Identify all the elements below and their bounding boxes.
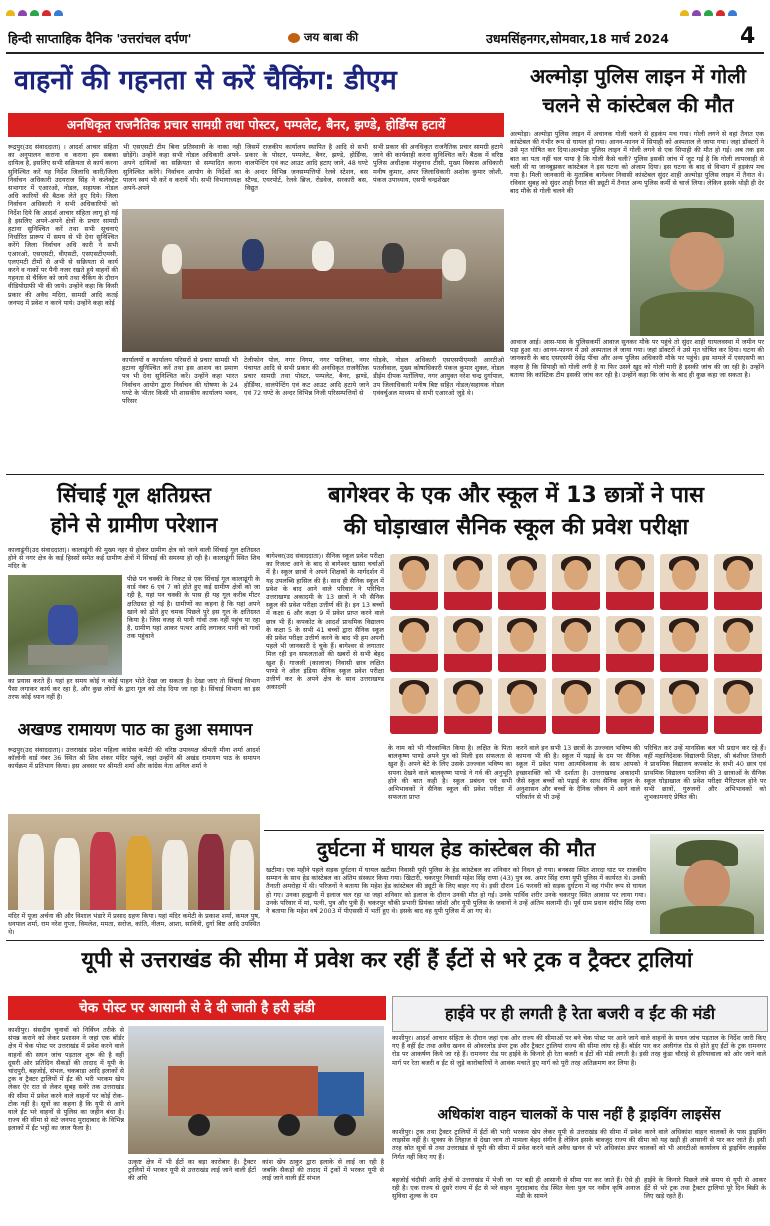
story5-headline-line1: बागेश्वर के एक और स्कूल में 13 छात्रों ने पास bbox=[327, 483, 704, 508]
student-photo bbox=[390, 616, 438, 672]
masthead-slogan bbox=[288, 30, 398, 48]
student-photo bbox=[660, 554, 708, 610]
story3-headline bbox=[10, 480, 258, 542]
story7-right-body2: काशीपुर। ट्रक तथा ट्रैक्टर ट्रालियों में ईंटों की भारी भरकम खेप लेकर यूपी से उत्तराखंड की सीमा में प्रवेश करने वाले अधिकांश वाहन चालकों के पास ड्राइविंग लाइसेंस नहीं है। सूत्रका के लिहाज से देखा जाय तो मामला बेहद संगीन है लेकिन इसके बावजूद राज्य की सीमा को यह खड़ी ही आसानी से पार कर जाते हैं। इसी तरह स्रोत सूत्रों से तथा उत्तराखंड से यूपी की सीमा में प्रवेश करने वाले अवैध खनन से भरे अधिकांश डंपर चालकों को भी आरटीओ कार्यालय से ड्राइविंग लाइसेंस निर्गत नहीं किए गए हैं। bbox=[392, 1128, 766, 1161]
section-rule-1 bbox=[6, 474, 764, 475]
story1-bottom3: घोड़के, नोडल अधिकारी एसएसपीएमसी आरटीओ पतलीवाल, मुख्य कोषाधिकारी पंकज कुमार शुक्ल, नोडल डीईम दीपक मर्तोलिया, नगर आयुक्त नरेश चन्द्र दुर्गापाल, उप जिलाधिकारी मनीष बिष्ट सहित नोडल/सहायक नोडल एवंवर्चुअल माध्यम से सभी एआरओ जुड़े थे। bbox=[373, 356, 504, 397]
story4-body: रूद्रपुर(उद संवाददाता)। उत्तराखंड प्रदेश महिला कांग्रेस कमेटी की वरिष्ठ उपाध्यक्ष श्रीमती मीना शर्मा आदर्श कॉलोनी वार्ड नंबर 36 स्थित श्री शिव शंकर मंदिर पहुंचे, जहां उन्होंने श्री अखंड रामायण पाठ के समापन कार्यक्रम में प्रतिभाग किया। इस अवसर पर श्रीमती शर्मा और कांग्रेस नेता अनिल शर्मा ने bbox=[8, 746, 260, 771]
story5-col2: के नाम को भी गौरवान्वित किया है। लक्षित के पिता बालकृष्ण पाण्डे अपने पुत्र को मिली इस सफलता से खुश हैं। अपने बेटे के लिए उसके उज्ज्वल भविष्य का सपना देखने वाले बालकृष्ण पाण्डे ने गर्व की अनुभूति होने की बात कही है। स्कूल प्रबंधन एवं सभी अभिभावकों ने सैनिक स्कूल की प्रवेश परीक्षा में सफलता प्राप्त bbox=[388, 744, 512, 802]
story5-col1: बागेश्वर(उद संवाददाता)। सैनिक स्कूल प्रवेश परीक्षा का रिजल्ट आने के बाद से बागेश्वर खासा चर्चाओं में है। स्कूल छात्रों ने अपने शिक्षकों के मार्गदर्शन में यह उपलब्धि हासिल की है। साथ ही सैनिक स्कूल में प्रवेश के बाद आने वाले परिवार ने परिचित उत्तराखण्ड अकादमी के 13 छात्रों ने भी सैनिक स्कूल की प्रवेश परीक्षा उत्तीर्ण की है। इन 13 बच्चों में कक्षा 6 और कक्षा 9 में प्रवेश प्राप्त करने वाले छात्र भी हैं। कपकोट के आदर्श प्राथमिक विद्यालय के कक्षा 5 के सभी 41 बच्चों द्वारा सैनिक स्कूल की प्रवेश परीक्षा उत्तीर्ण करने के बाद भी हम अपनी पहले भी जानकारी दे चुके हैं। बागेश्वर से लगातार मिल रही इन सफलताओं की खबरों से सभी बेहद खुश हैं। गाजली (कालाज) निवासी छात्र लक्षित पाण्डे ने ऑल इंडिया सैनिक स्कूल प्रवेश परीक्षा उत्तीर्ण कर के अपने क्षेत्र के साथ उत्तराखण्ड अकादमी bbox=[266, 552, 384, 692]
student-photo bbox=[606, 554, 654, 610]
student-photo bbox=[498, 616, 546, 672]
student-photo bbox=[390, 554, 438, 610]
story2-col-a bbox=[510, 130, 764, 198]
story1-col1: रूद्रपुर(उद संवाददाता) । आदर्श आचार संहिता का अनुपालन कराना व कराना हम सबका दायित्व है, इसलिए सभी सक्रियता से कार्य करना सुनिश्चित करें यह निर्देश जिलाधि कारी/जिला निर्वाचन अधिकारी उदयराज सिंह ने कलेक्ट्रेट सभागार में एआरओ, नोडल, सहायक नोडल अधि कारियों की बैठक लेते हुए दिये। जिला निर्वाचन अधिकारी ने सभी अधिकारियों को निर्देश दिये कि आदर्श आचार संहिता लागू हो गई है इसलिए अपने-अपने क्षेत्रों के प्रचार सामग्री हटाना सुनिश्चित करें तथा सभी सूचनाएं निर्धारित प्रारूप में समय से भी देना सुनिश्चित करेंगे जिला निर्वाचन अधि कारी ने सभी एआरओ, एसएसटी, वीएसटी, एसएसटीएमसी, एलएमटी टीमों से अभी से सक्रियता से कार्य करने व नाकों पर पैनी नजर रखते हुये वाहनों की गहनता से चैकिंग को जाये तथा चैकिंग के दौरान वीडियोग्राफी भी की जाये। उन्होंने कहा कि किसी प्रकार की अवैध मदिरा, सामग्री आदि कतई जनपद में प्रवेश न करने पाये। उन्होंने कहा कोई bbox=[8, 143, 118, 307]
story3-top: कालाढूंगी(उद संवाददाता)। कालाढूंगी की मुख्य नहर से होकर ग्रामीण क्षेत्र को जाने वाली सिंचाई गूल क्षतिग्रस्त होने से नगर क्षेत्र के कई हिस्सों समेत कई ग्रामीण क्षेत्रों में सिंचाई की समस्या हो रही है। कालाढूंगी स्थित शिव मंदिर के bbox=[8, 546, 260, 571]
story5-headline-line2: की घोड़ाखाल सैनिक स्कूल की प्रवेश परीक्षा bbox=[343, 515, 689, 540]
student-photo bbox=[714, 554, 762, 610]
story7-right-bottom1: बहजोई चंदौसी आदि क्षेत्रों से उत्तराखंड में भेजी जा रही है। एक राज्य से दूसरे राज्य में ईंट से भरे वाहन सुविधा शुल्क के दम bbox=[392, 1176, 512, 1201]
masthead-slogan-text: जय बाबा की bbox=[304, 30, 359, 44]
story7-right-subhead: हाईवे पर ही लगती है रेता बजरी व ईंट की मंडी bbox=[392, 996, 768, 1032]
story3-headline-line2: होने से ग्रामीण परेशान bbox=[50, 513, 218, 537]
story1-col2: भी एसएसटी टीम बिना प्रतिस्थानी के नाका नही छोड़ेंगे। उन्होंने कहा सभी नोडल अधिकारी अपने-अपने दायित्वों का सक्रियता से सम्पादित करना सुनिश्चित करेंगे। निर्वाचन आयोग के निर्देशों का पालन स्वयं भी करें व करायें भी। सभी विभागाध्यक्ष अपने-अपने bbox=[123, 143, 241, 193]
story7-right-top: काशीपुर। आदर्श आचार संहिता के दौरान जहां एक ओर राज्य की सीमाओं पर बने चेक पोस्ट पर आने जाने वाले वाहनों के सघन जांच पड़ताल के निर्देश जारी किए गए हैं वहीं ईंट तथा अवैध खनन से ओवरलोड डंपर ट्रक और ट्रैक्टर ट्रालियां राज्य की सीमा लांघ रहे हैं। बॉर्डर पार कर अलीगंज रोड से होते हुए ईंटों के ट्रक रामनगर रोड पर आकर्षण किये जा रहे हैं। रामनगर रोड पर हाईवे के किनारे ही रेता बजरी व ईंटों की मंडी लगती है। इसी तरह कुंडा चौराहे से हरियावाला को ओर जाने वाले मार्ग पर रेता बजरी व ईंट से जुड़े कारोबारियों ने आवंक मचाते हुए मार्ग को पूरी तरह अतिक्रमण कर लिया है। bbox=[392, 1034, 766, 1067]
story5-col4: परिचित कर उन्हें मानसिक बल भी प्रदान कर रहे हैं। वहीं महानिदेशक विद्यालयी शिक्षा, श्री बंशीधर तिवारी ने प्राथमिक विद्यालय कपकोट के सभी 40 छात्र एवं प्राथमिक विद्यालय पतलिया की 3 छात्राओं के सैनिक स्कूल घोड़ाखाल की प्रवेश परीक्षा मैरिटफल होने पर सभी छात्रों, गुरुजनों और अभिभावकों को शुभकामनाएं प्रेषित की। bbox=[644, 744, 766, 802]
student-photo bbox=[498, 554, 546, 610]
story1-subhead: अनधिकृत राजनैतिक प्रचार सामग्री तथा पोस्टर, पम्पलेट, बैनर, झण्डे, होर्डिंग्स हटायें bbox=[8, 113, 504, 137]
story7-right-bottom2: पर बड़ी ही आसानी से सीमा पार कर जाते हैं। ऐसे ही मुरादाबाद रोड स्थित वेला पुल पर नवीन कृषि अनाज मंडी के सामने bbox=[516, 1176, 640, 1201]
story7-right-bottom3: हाईवे के किनारे पिछले लंबे समय से यूपी से आकर ईंटें से भरे ट्रक तथा ट्रैक्टर ट्रालियां पूरे दिन बिक्री के लिए खड़े रहते हैं। bbox=[644, 1176, 766, 1201]
students-grid bbox=[388, 552, 766, 742]
student-photo bbox=[552, 616, 600, 672]
story3-right: पीछे पन चक्की के निकट से एक सिंचाई गूल कालाढूंगी के वार्ड नंबर 6 एवं 7 को होते हुए कई ग्रामीण क्षेत्रों को जा रही है, यहां पन चक्की के पास ही यह गूल करीब मीटर क्षतिग्रस्त हो गई है। ग्रामीणों का कहना है कि यहां अपने खाने को ढोते हुए चमक पिछले पुरे इस गूल के क्षतिग्रस्त किया है। जिस वजह से पानी गांवों तक नहीं पहुंच पा रहा है, ग्रामीण यहां आकर पत्थर आदि लगाकर पानी को गावों तक पहुंचाने bbox=[127, 575, 260, 641]
story1-bottom1: कार्यालयों व कार्यालय परिसरों से प्रचार सामग्री भी हटाना सुनिश्चित करें तथा इस आशय का प्रमाण पत्र भी देना सुनिश्चित करें। उन्होंने कहा भारत निर्वाचन आयोग द्वारा निर्वाचन की घोषणा के 24 घण्टे के भीतर किसी भी शासकीय कार्यालय भवन, परिसर bbox=[122, 356, 238, 406]
head-constable-photo bbox=[650, 834, 764, 934]
student-photo bbox=[660, 616, 708, 672]
story2-col-a-text: अल्मोड़ा। अल्मोड़ा पुलिस लाइन में अचानक गोली चलने से हड़कंप मच गया। गोली लगने से वहां तैनात एक कांस्टेबल की गंभीर रूप से घायल हो गया। आनन-फानन में सिपाही को अस्पताल ले जाया गया। जहां डॉक्टरों ने उसे मृत घोषित कर दिया।अल्मोड़ा पुलिस लाइन में गोली लगने से एक सिपाही की मौत हो गई। अब तक इस बात का पता नहीं चल पाया है कि गोली कैसे चली? पुलिस इसकी जांच में जुट गई है कि गोली लापरवाही से चली थी या जानबूझकर कांस्टेबल ने इस घटना को अंजाम दिया। इस घटना के बाद से विभाग में हड़कंप मच गया है। मिली जानकारी के मुताबिक बागेश्वर निवासी कांस्टेबल सुंदर शाही अल्मोड़ा पुलिस लाइन में तैनात थे। रविवार सुबह को सुंदर शाही रैनात की ड्यूटी में तैनात अन्य पुलिस कर्मी से चार्ज लिया। लेकिन इसके थोड़ी ही देर बाद मौके से गोली चलने की bbox=[510, 130, 764, 196]
story7-mid-col: कांश खेप ठाकुर द्वारा इलाके से लाई जा रही है जबकि सैकड़ों की तादाद में ट्रकों में भरकर यूपी से लाई जाने वाली ईंटें संभल bbox=[262, 1158, 384, 1183]
story3-photo bbox=[8, 575, 122, 675]
section-rule-2 bbox=[264, 830, 764, 831]
student-photo bbox=[498, 678, 546, 734]
student-photo bbox=[444, 678, 492, 734]
story4-photo bbox=[8, 814, 260, 910]
story3-bottom: का प्रयास करते हैं। यहां हर समय कोई न कोई पाहन भोते देखा जा सकता है। देखा जाए तो सिंचाई विभाग पैसा लगाकर कार्य कर रहा है, और कुछ लोगों के द्वारा गूल को तोड़ दिया जा रहा है। सिंचाई विभाग का इस तरफ कोई ध्यान नहीं है। bbox=[8, 677, 260, 702]
masthead-dots-right bbox=[680, 4, 770, 16]
student-photo bbox=[390, 678, 438, 734]
student-photo bbox=[714, 616, 762, 672]
masthead-rule bbox=[6, 52, 764, 54]
story6-headline: दुर्घटना में घायल हेड कांस्टेबल की मौत bbox=[316, 837, 596, 861]
student-photo bbox=[606, 616, 654, 672]
story2-headline-line2: चलने से कांस्टेबल की मौत bbox=[542, 93, 734, 117]
story3-headline-line1: सिंचाई गूल क्षतिग्रस्त bbox=[57, 483, 211, 507]
story7-left-subhead: चेक पोस्ट पर आसानी से दे दी जाती है हरी झंडी bbox=[8, 996, 386, 1020]
story2-headline-line1: अल्मोड़ा पुलिस लाइन में गोली bbox=[530, 64, 746, 88]
story4-headline: अखण्ड रामायण पाठ का हुआ समापन bbox=[17, 720, 253, 740]
page-number: 4 bbox=[740, 24, 756, 49]
story4-caption: मंदिर में पूजा अर्चना की और विशाल भंडारे में प्रसाद ग्रहण किया। यहां मंदिर कमेटी के प्रकाश शर्मा, कमल पुष, धनपाल शर्मा, राम नरेश गुप्ता, विमलेश, ममता, सरोज, कांति, नीलम, आशा, सावित्री, दुर्गा बिष्ट आदि उपस्थित थे। bbox=[8, 912, 260, 937]
student-photo bbox=[444, 554, 492, 610]
story5-headline bbox=[266, 480, 766, 548]
student-photo bbox=[714, 678, 762, 734]
constable-photo bbox=[630, 200, 764, 336]
story2-headline bbox=[510, 62, 766, 126]
story6-body: खटीमा। एक महीने पहले सड़क दुर्घटना में घायल खटीमा निवासी यूपी पुलिस के हेड कांस्टेबल का शनिवार को निधन हो गया। बनबसा स्थित शारदा घाट पर राजकीय सम्मान के साथ हेड कांस्टेबल का अंतिम संस्कार किया गया। खिटारी, चकरपुर निवासी महेश सिंह राणा (43) पुत्र स्व. अमर सिंह राणा यूपी पुलिस में कार्यरत थे। उनकी तैनाती अमरोहा में थी। परिजनों ने बताया कि महेश हेड कांस्टेबल की ड्यूटी के लिए बाहर गए थे। इसी दौरान 16 फरवरी को सड़क दुर्घटना में वह गंभीर रूप से घायल हो गए। उनका हल्द्वानी में इलाज चल रहा था जहां शनिवार को इलाज के दौरान उनकी मौत हो गई। उनके पार्थिव शरीर उनके चकरपुर स्थित आवास पर लाया गया। उनके परिवार में मां, पत्नी, पुत्र और पुत्री हैं। चकरपुर चौकी प्रभारी प्रियंका जोशी और यूपी पुलिस के जवानों ने उन्हें अंतिम सलामी दी। पूर्व ग्राम प्रधान संदीप सिंह राणा ने बताया कि महेश वर्ष 2003 में पीएससी में भर्ती हुए थे। इसके बाद वह यूपी पुलिस में आ गए थे। bbox=[266, 866, 646, 916]
story2-col-b: आवाज आई। आस-पास के पुलिसकर्मी आवाज सुनकर मौके पर पहुंचे तो सुंदर शाही घायलवस्था में जमीन पर पड़ा हुआ था। आनन-फानन में उसे अस्पताल ले जाया गया। जहां डॉक्टरों ने उसे मृत घोषित कर दिया। घटना की जानकारी के बाद एसएसपी देवेंद्र पींचा और अन्य पुलिस अधिकारी मौके पर पहुंचे। इस मामले में एसएसपी का कहना है कि सिपाही को गोली लगी है या फिर उसने खुद को गोली मारी है इसकी जांच की जा रही है। उन्होंने बताया कि कांस्टिक टीम इसकी जांच कर रही है। उन्होंने कहा कि जांच के बाद ही कुछ कहा जा सकता है। bbox=[510, 338, 764, 379]
story1-col3: जिसमें राजकीय कार्यालय स्थापित है आदि से सभी प्रकार के पोस्टर, पम्पलेट, बैनर, झण्डे, होर्डिंग्स, वालपेन्टिंग एवं कट आउट आदि हटाए जाने, 48 घण्टे के अन्दर विभिन्न जनसम्पत्तियों रेलवे स्टेशन, बस स्टैण्ड, एयरपोर्ट, रेलवे ब्रिज, रोडवेज, सरकारी बस, विद्युत bbox=[245, 143, 368, 193]
story2-col-a2 bbox=[510, 200, 626, 336]
student-photo bbox=[552, 678, 600, 734]
section-rule-3 bbox=[6, 940, 764, 941]
om-icon bbox=[288, 33, 300, 43]
masthead-title: हिन्दी साप्ताहिक दैनिक 'उत्तरांचल दर्पण' bbox=[8, 31, 192, 46]
story7-headline: यूपी से उत्तराखंड की सीमा में प्रवेश कर रहीं हैं ईंटों से भरे ट्रक व ट्रैक्टर ट्रालियां bbox=[81, 948, 693, 973]
masthead-date: उधमसिंहनगर,सोमवार,18 मार्च 2024 bbox=[486, 31, 669, 46]
story1-col4: सभी प्रकार की अनधिकृत राजनैतिक प्रचार सामग्री हटाये जाने की कार्यवाही करना सुनिश्चित करें। बैठक में वरिष्ठ पुलिस अधीक्षक मंजुनाथ टीसी, मुख्य विकास अधिकारी मनीष कुमार, अपर जिलाधिकारी अशोक कुमार जोशी, पंकज उपाध्याय, एसपी चन्द्रशेखर bbox=[373, 143, 503, 184]
story1-headline: वाहनों की गहनता से करें चैकिंग: डीएम bbox=[14, 65, 397, 96]
story1-meeting-photo bbox=[122, 209, 504, 352]
truck-photo bbox=[128, 1026, 384, 1154]
masthead-dots-left bbox=[6, 4, 96, 16]
student-photo bbox=[660, 678, 708, 734]
student-photo bbox=[552, 554, 600, 610]
story1-bottom2: टेलीफोन पोल, नगर निगम, नगर पालिका, नगर पंचायत आदि से सभी प्रकार की अनधिकृत राजनैतिक प्रचार सामग्री तथा पोस्टर, पम्पलेट, बैनर, झण्डे, होर्डिंग्स, वालपेन्टिंग एवं कट आउट आदि हटाये जाने एवं 72 घण्टे के अन्दर विभिन्न निजी परिसम्पत्तियों से bbox=[244, 356, 369, 397]
story7-left-caption: उत्कृष्ट क्षेत्र में भी ईंटों का बड़ा कारोबार है। ट्रैक्टर ट्रालियों में भरकर यूपी से उत्तराखंड लाई जाने वाली ईंटों की अधि bbox=[128, 1158, 256, 1183]
story7-left-col1: काशीपुर। संसदीय चुनावों को निर्विघ्न तरीके से संपन्न कराने को लेकर प्रशासन ने जहां एक बॉर्डर क्षेत्र में चेक पोस्ट पर उत्तराखंड में प्रवेश करने वाले वाहनों की सघन जांच पड़ताल शुरू की है वहीं दूसरी ओर प्रतिदिन सैकड़ों की तादाद में यूपी के चांदपुरी, बहजोई, संभल, चकबाड़ा आदि इलाकों से ट्रक व ट्रैक्टर ट्रालियों में ईंट की भरी भरकम खेप लेकर ऐर रात से लेकर सुबह सवेरे तक उत्तराखंड की सीमा में प्रवेश करने वाले वाहनों पर कोई रोक-टोक नहीं है। सूत्रों का कहना है कि यूपी से आने वाले ईंट भरे वाहनों से पुलिस का जहीन बंधा है। राज्य की सीमा से सटे जनपद मुरादाबाद के विभिन्न इलाकों में ईंट भट्ठों का जाल फैला है। bbox=[8, 1026, 124, 1133]
story7-right-subhead2: अधिकांश वाहन चालकों के पास नहीं है ड्राइविंग लाइसेंस bbox=[437, 1107, 721, 1123]
student-photo bbox=[606, 678, 654, 734]
story5-col3: करने वाले इन सभी 13 छात्रों के उज्ज्वल भविष्य की कामना भी की है। स्कूल में पढ़ाई के दम पर सैनिक स्कूल में प्रवेश पाना आत्मविश्वास के साथ आपको इच्छाशक्ति को भी दर्शाता है। उत्तराखण्ड अकादमी जैसे स्कूल बच्चों को पढ़ाई के साथ सैनिक स्कूल के अनुशासन और बच्चों के दैनिक जीवन में आने वाले परिवर्तन से भी उन्हें bbox=[516, 744, 640, 802]
student-photo bbox=[444, 616, 492, 672]
